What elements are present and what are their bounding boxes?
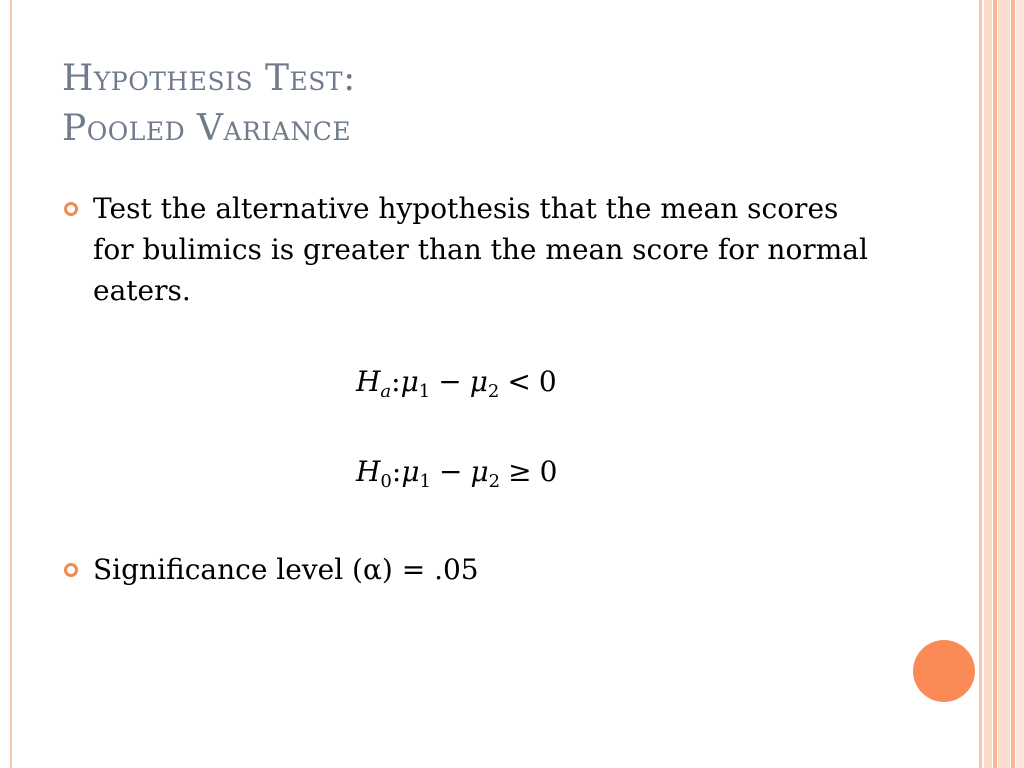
right-stripe [1016, 0, 1024, 768]
eq-rhs: 0 [539, 455, 558, 488]
eq-mu-2: μ [469, 365, 488, 398]
slide-title-line-1: Hypothesis Test: [62, 58, 356, 99]
eq-h-symbol: H [356, 365, 381, 398]
eq-sub-2: 2 [488, 471, 501, 492]
equation-alternative-hypothesis [356, 364, 557, 410]
bullet-ring-icon [64, 563, 78, 577]
eq-sub-2: 2 [487, 381, 500, 402]
decorative-orange-circle [913, 640, 975, 702]
eq-rhs: 0 [538, 365, 557, 398]
right-stripe [984, 0, 992, 768]
slide-title [62, 54, 356, 154]
eq-mu-2: μ [470, 455, 489, 488]
eq-h-subscript: a [380, 381, 392, 402]
bullet-item-significance-level [64, 549, 884, 590]
bullet-text: Test the alternative hypothesis that the mean scores for bulimics is greater than the mean score for normal eaters. [93, 192, 868, 307]
right-stripe [998, 0, 1010, 768]
eq-minus: − [438, 455, 463, 488]
eq-relation: ≥ [508, 455, 532, 488]
eq-mu-1: μ [401, 455, 420, 488]
slide-title-line-2: Pooled Variance [62, 108, 352, 149]
right-stripe [1011, 0, 1015, 768]
bullet-ring-icon [64, 202, 78, 216]
eq-h-symbol: H [356, 455, 381, 488]
eq-relation: < [507, 365, 531, 398]
equation-null-hypothesis [356, 454, 557, 500]
eq-minus: − [438, 365, 462, 398]
eq-colon: : [391, 365, 401, 398]
left-border-line [10, 0, 12, 768]
eq-colon: : [391, 455, 402, 488]
eq-mu-1: μ [400, 365, 419, 398]
bullet-item-alternative-hypothesis [64, 188, 884, 311]
right-stripe [979, 0, 982, 768]
right-stripe [993, 0, 997, 768]
eq-sub-1: 1 [418, 381, 431, 402]
eq-h-subscript: 0 [380, 471, 392, 492]
bullet-text: Significance level (α) = .05 [93, 553, 479, 586]
eq-sub-1: 1 [419, 471, 431, 492]
